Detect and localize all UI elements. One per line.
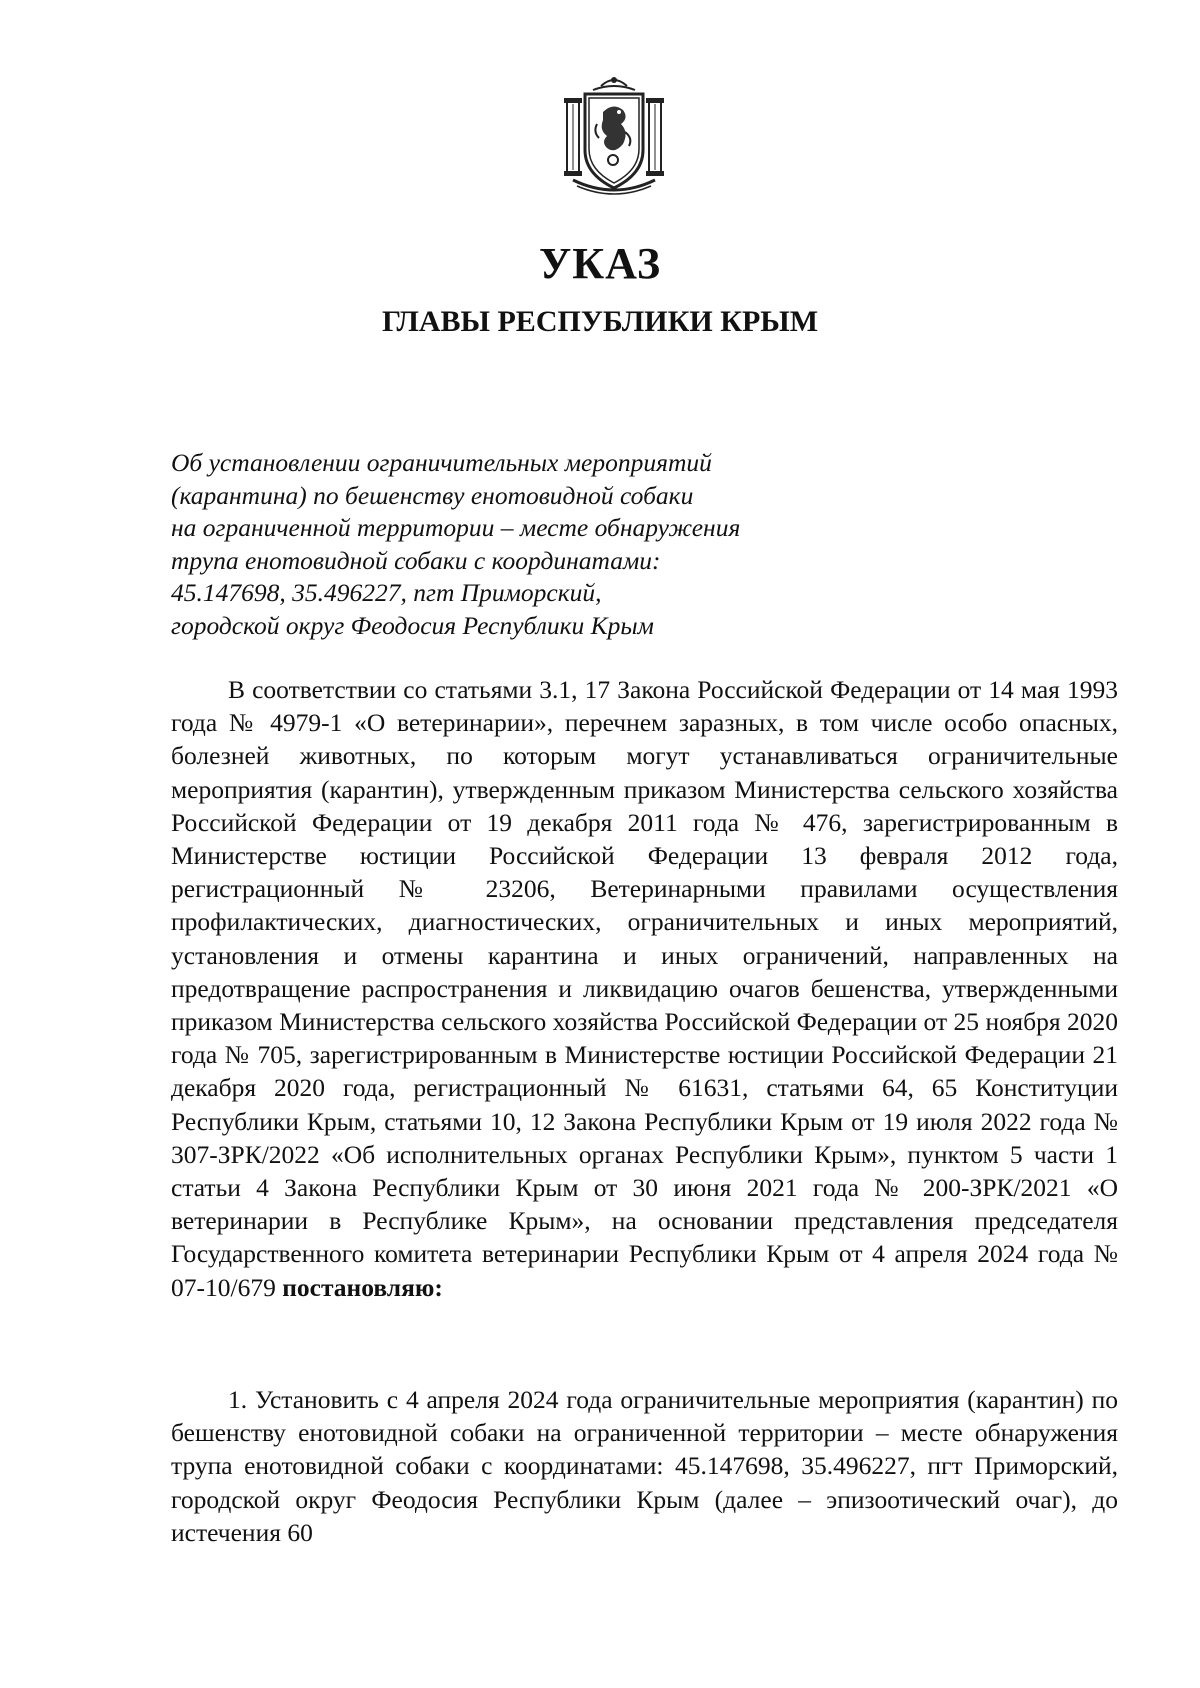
document-title: УКАЗ [538,239,662,288]
decree-subject [171,447,891,642]
item-1-text: 1. Установить с 4 апреля 2024 года ограничительные мероприятия (карантин) по бешенству енотовидной собаки на ограниченной территории – месте обнаружения трупа енотовидной собаки с координатами: 45.147698, 35.496227, пгт Приморский, городской округ Феодосия Республики Крым (далее – эпизоотический очаг), до истечения 60 [171,1385,1118,1547]
subject-line: 45.147698, 35.496227, пгт Приморский, [171,578,602,607]
subject-line: городской округ Феодосия Республики Крым [171,610,654,640]
subject-line: трупа енотовидной собаки с координатами: [171,545,661,575]
preamble-text: В соответствии со статьями 3.1, 17 Закона Российской Федерации от 14 мая 1993 года № 4979-1 «О ветеринарии», перечнем заразных, в том числе особо опасных, болезней животных, по которым могут устанавливаться ограничительные мероприятия (карантин), утвержденным приказом Министерства сельского хозяйства Российской Федерации от 19 декабря 2011 года № 476, зарегистрированным в Министерстве юстиции Российской Федерации 13 февраля 2012 года, регистрационный № 23206, Ветеринарными правилами осуществления профилактических, диагностических, ограничительных и иных мероприятий, установления и отмены карантина и иных ограничений, направленных на предотвращение распространения и ликвидацию очагов бешенства, утвержденными приказом Министерства сельского хозяйства Российской Федерации от 25 ноября 2020 года № 705, зарегистрированным в Министерстве юстиции Российской Федерации 21 декабря 2020 года, регистрационный № 61631, статьями 64, 65 Конституции Республики Крым, статьями 10, 12 Закона Республики Крым от 19 июля 2022 года № 307-ЗРК/2022 «Об исполнительных органах Республики Крым», пунктом 5 части 1 статьи 4 Закона Республики Крым от 30 июня 2021 года № 200-ЗРК/2021 «О ветеринарии в Республике Крым», на основании представления председателя Государственного комитета ветеринарии Республики Крым от 4 апреля 2024 года № 07-10/679 [171,675,1118,1302]
subject-line: Об установлении ограничительных мероприятий [171,448,712,477]
subject-line: (карантина) по бешенству енотовидной собаки [171,480,694,510]
item-1-paragraph [171,1383,1118,1549]
subject-line: на ограниченной территории – месте обнаружения [171,513,741,542]
document-subtitle: ГЛАВЫ РЕСПУБЛИКИ КРЫМ [381,305,819,338]
decree-word: постановляю: [282,1272,443,1302]
crimea-coat-of-arms-icon [563,72,665,198]
preamble-paragraph [171,673,1118,1304]
